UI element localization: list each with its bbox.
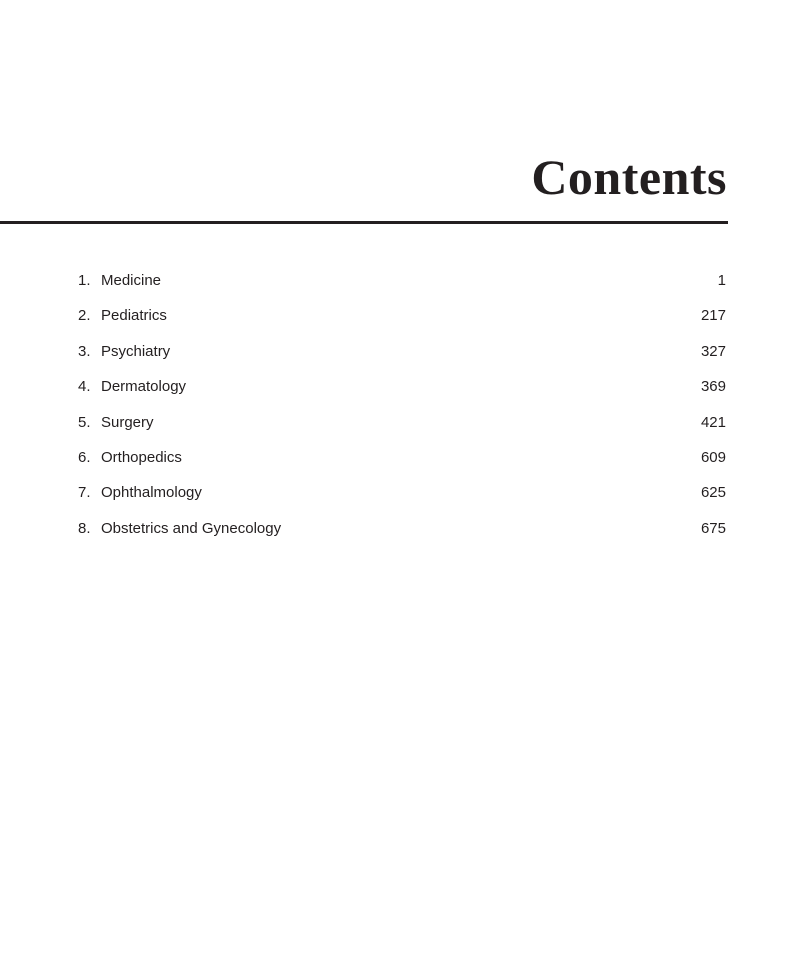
toc-entry-page[interactable]: 327: [700, 342, 726, 360]
toc-entry-ophthalmology[interactable]: [78, 482, 726, 517]
toc-entry-medicine[interactable]: [78, 270, 726, 305]
toc-entry-page[interactable]: 675: [700, 519, 726, 537]
page-title: Contents: [531, 149, 727, 205]
toc-entry-number: 4.: [78, 378, 91, 396]
toc-entry-title[interactable]: Surgery: [101, 413, 154, 431]
toc-entry-number: 2.: [78, 307, 91, 325]
toc-entry-psychiatry[interactable]: [78, 341, 726, 376]
toc-entry-page[interactable]: 217: [700, 307, 726, 325]
title-divider: [0, 221, 728, 224]
toc-entry-title[interactable]: Obstetrics and Gynecology: [101, 519, 282, 537]
toc-entry-number: 5.: [78, 413, 91, 431]
table-of-contents: [78, 270, 726, 553]
toc-entry-page[interactable]: 625: [700, 484, 726, 502]
toc-entry-orthopedics[interactable]: [78, 447, 726, 482]
toc-entry-page[interactable]: 369: [700, 378, 726, 396]
toc-entry-surgery[interactable]: [78, 412, 726, 447]
toc-entry-title[interactable]: Psychiatry: [101, 342, 171, 360]
toc-entry-title[interactable]: Medicine: [101, 272, 162, 289]
toc-entry-page[interactable]: 421: [700, 413, 726, 431]
toc-entry-pediatrics[interactable]: [78, 305, 726, 340]
toc-entry-obstetrics-gynecology[interactable]: [78, 518, 726, 553]
toc-entry-page[interactable]: 1: [717, 272, 726, 289]
toc-entry-title[interactable]: Ophthalmology: [101, 484, 202, 502]
toc-entry-number: 6.: [78, 448, 91, 466]
toc-entry-number: 7.: [78, 484, 91, 502]
toc-entry-dermatology[interactable]: [78, 376, 726, 411]
toc-entry-number: 8.: [78, 519, 91, 537]
toc-entry-title[interactable]: Dermatology: [101, 378, 187, 396]
toc-entry-number: 3.: [78, 342, 91, 360]
toc-entry-title[interactable]: Pediatrics: [101, 307, 167, 325]
toc-entry-page[interactable]: 609: [700, 448, 726, 466]
toc-entry-number: 1.: [78, 272, 91, 289]
toc-entry-title[interactable]: Orthopedics: [101, 448, 182, 466]
